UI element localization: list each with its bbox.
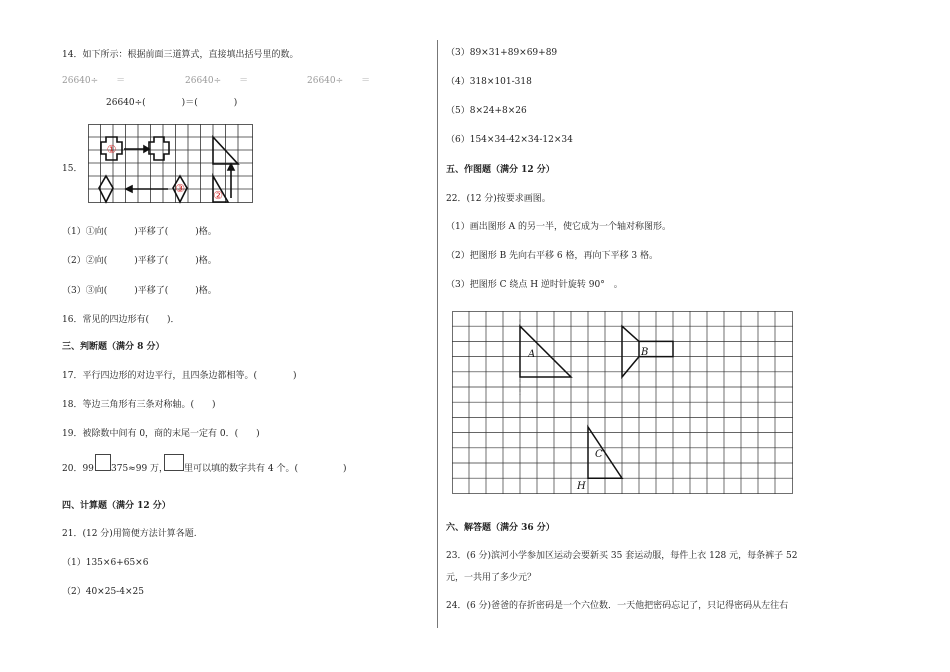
q15-line3: （3）③向( )平移了( )格。 xyxy=(62,286,217,296)
q22-text: 22．(12 分)按要求画图。 xyxy=(446,194,551,204)
q15-line2: （2）②向( )平移了( )格。 xyxy=(62,256,217,266)
q15-line1: （1）①向( )平移了( )格。 xyxy=(62,227,217,237)
q20-part-a: 20．99 xyxy=(62,464,94,474)
q14-eq2: 26640÷ ＝ xyxy=(185,76,249,86)
section-4-heading: 四、计算题（满分 12 分） xyxy=(62,501,171,511)
q22-item-1: （1）画出图形 A 的另一半，使它成为一个轴对称图形。 xyxy=(446,222,671,232)
q20-part-b: 375≈99 万， xyxy=(111,464,169,474)
q23-line2: 元，一共用了多少元？ xyxy=(446,573,537,583)
q14-eq1: 26640÷ ＝ xyxy=(62,76,126,86)
circle-label-3: ③ xyxy=(175,182,185,195)
section-6-heading: 六、解答题（满分 36 分） xyxy=(446,523,555,533)
figure-c-label: C xyxy=(595,449,603,460)
q21-text: 21．(12 分)用简便方法计算各题. xyxy=(62,529,197,539)
circle-label-2: ② xyxy=(213,189,223,202)
q24-text: 24．(6 分)爸爸的存折密码是一个六位数．一天他把密码忘记了，只记得密码从左往右 xyxy=(446,601,789,611)
q20-part-c: 里可以填的数字共有 4 个。( ) xyxy=(184,464,347,474)
q19-text: 19．被除数中间有 0，商的末尾一定有 0．( ) xyxy=(62,429,260,439)
cross-shape-moved xyxy=(149,137,169,160)
section-3-heading: 三、判断题（满分 8 分） xyxy=(62,342,165,352)
figure-b-label: B xyxy=(641,347,649,358)
q17-text: 17．平行四边形的对边平行，且四条边都相等。( ) xyxy=(62,371,297,381)
q20-blank-box-2 xyxy=(164,454,184,471)
q15-number: 15． xyxy=(62,164,83,174)
q22-item-2: （2）把图形 B 先向右平移 6 格，再向下平移 3 格。 xyxy=(446,251,658,261)
q21-item-2: （2）40×25-4×25 xyxy=(62,587,144,597)
q21-item-6: （6）154×34-42×34-12×34 xyxy=(446,135,573,145)
arrow-up-icon xyxy=(228,164,234,170)
q21-item-5: （5）8×24+8×26 xyxy=(446,106,527,116)
column-divider xyxy=(437,40,438,628)
q21-item-3: （3）89×31+89×69+89 xyxy=(446,48,558,58)
q23-line1: 23．(6 分)滨河小学参加区运动会要新买 35 套运动服，每件上衣 128 元，每条裤子 52 xyxy=(446,551,798,561)
point-h-label: H xyxy=(577,481,586,492)
q22-item-3: （3）把图形 C 绕点 H 逆时针旋转 90° 。 xyxy=(446,280,623,290)
drawing-grid-figure xyxy=(452,311,794,495)
q14-eq3: 26640÷ ＝ xyxy=(307,76,371,86)
arrow-left-icon xyxy=(126,186,132,192)
q21-item-4: （4）318×101-318 xyxy=(446,77,532,87)
circle-label-1: ① xyxy=(106,143,117,156)
q18-text: 18．等边三角形有三条对称轴。( ) xyxy=(62,400,216,410)
q21-item-1: （1）135×6+65×6 xyxy=(62,558,149,568)
section-5-heading: 五、作图题（满分 12 分） xyxy=(446,165,555,175)
q20-blank-box-1 xyxy=(95,454,111,471)
q16-text: 16．常见的四边形有( )． xyxy=(62,315,180,325)
q14-eq4: 26640÷( )＝( ) xyxy=(106,98,238,108)
figure-a-label: A xyxy=(528,349,536,360)
q14-text: 14．如下所示：根据前面三道算式，直接填出括号里的数。 xyxy=(62,50,299,60)
translation-grid-figure xyxy=(88,124,254,204)
